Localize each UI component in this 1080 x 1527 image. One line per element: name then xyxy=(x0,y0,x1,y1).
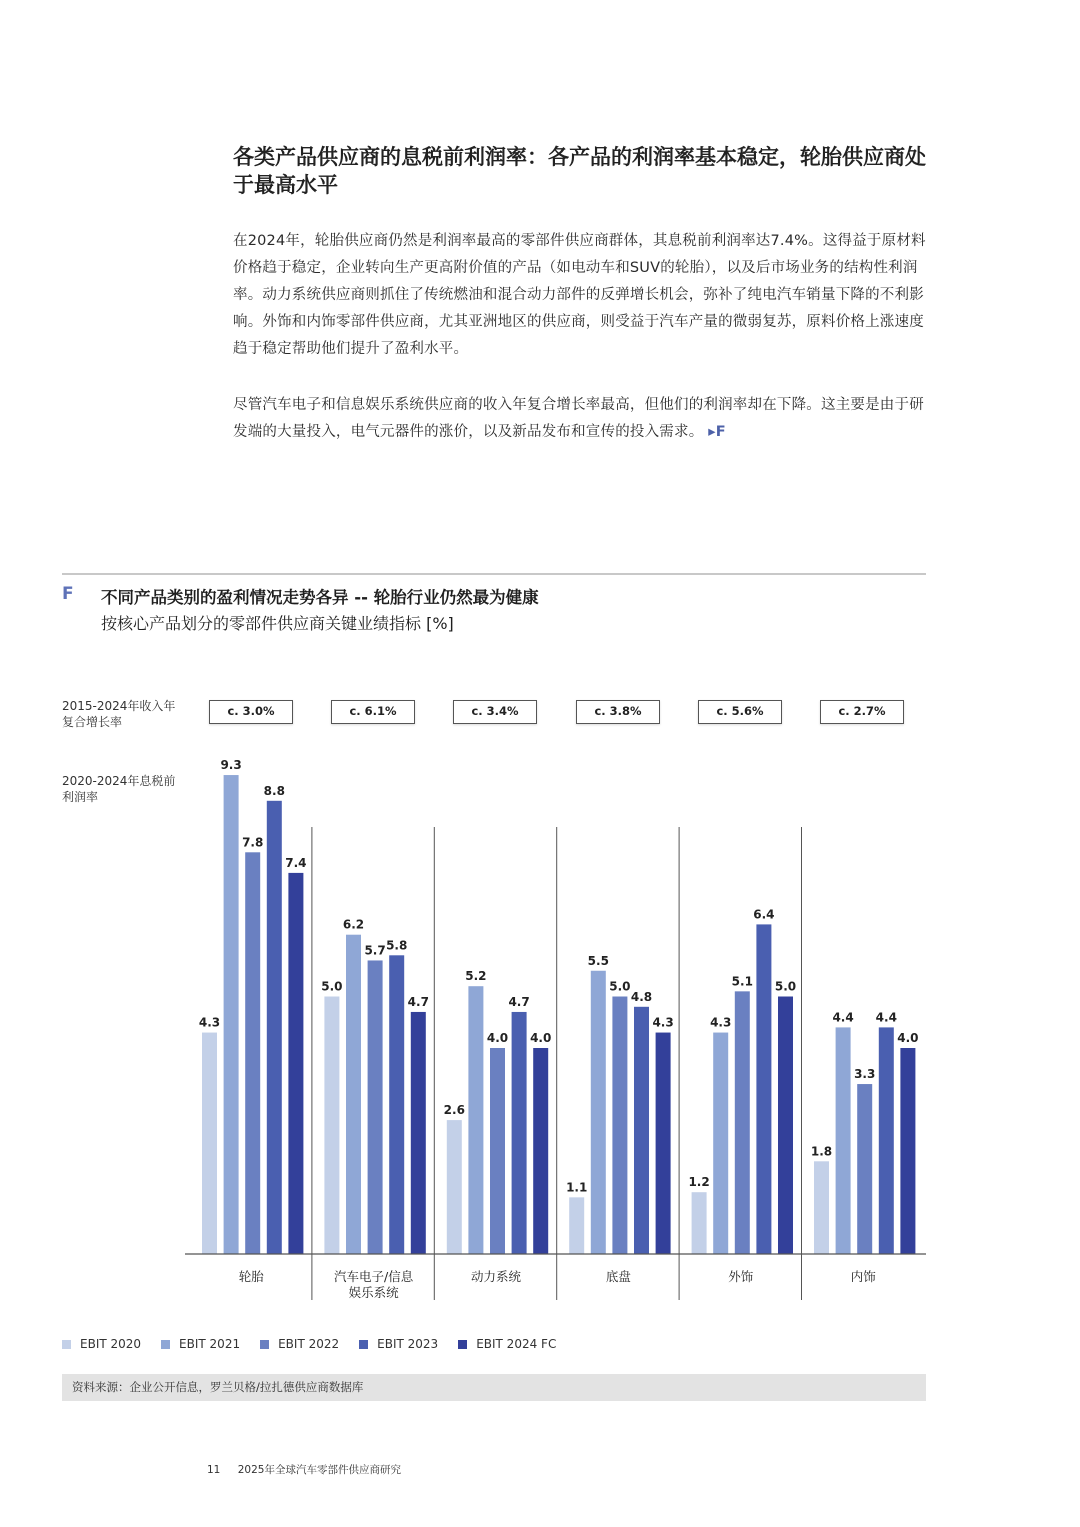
legend-swatch xyxy=(260,1340,269,1349)
cagr-box-electronics: c. 6.1% xyxy=(331,700,415,724)
bar-value-label: 6.4 xyxy=(753,907,775,922)
legend-label: EBIT 2024 FC xyxy=(476,1337,557,1351)
category-label: 外饰 xyxy=(728,1269,754,1284)
bar xyxy=(389,955,404,1254)
bar xyxy=(735,991,750,1254)
chart-legend xyxy=(62,1337,576,1351)
bar-value-label: 4.4 xyxy=(875,1010,897,1025)
bar xyxy=(569,1197,584,1254)
bar xyxy=(490,1048,505,1254)
cagr-box-interior: c. 2.7% xyxy=(820,700,904,724)
legend-label: EBIT 2023 xyxy=(377,1337,439,1351)
bar-value-label: 4.0 xyxy=(530,1031,552,1045)
bar-value-label: 5.0 xyxy=(321,979,343,994)
cagr-box-exterior: c. 5.6% xyxy=(698,700,782,724)
cagr-box-tires: c. 3.0% xyxy=(209,700,293,724)
bar-value-label: 6.2 xyxy=(342,917,365,932)
legend-swatch xyxy=(62,1340,71,1349)
section-heading: 各类产品供应商的息税前利润率：各产品的利润率基本稳定，轮胎供应商处于最高水平 xyxy=(233,145,926,197)
cagr-box-powertrain: c. 3.4% xyxy=(453,700,537,724)
bar xyxy=(591,971,606,1254)
bar xyxy=(346,935,361,1254)
figure-subtitle: 按核心产品划分的零部件供应商关键业绩指标 [%] xyxy=(101,614,454,633)
legend-item xyxy=(161,1337,240,1351)
bar-value-label: 4.3 xyxy=(710,1015,732,1030)
bar-value-label: 4.7 xyxy=(407,994,429,1009)
figure-title: 不同产品类别的盈利情况走势各异 -- 轮胎行业仍然最为健康 xyxy=(101,588,539,607)
bar-value-label: 4.0 xyxy=(897,1031,919,1045)
bar xyxy=(634,1007,649,1254)
bar xyxy=(900,1048,915,1254)
legend-item xyxy=(62,1337,141,1351)
bar-value-label: 5.7 xyxy=(364,943,386,958)
bar-value-label: 4.0 xyxy=(486,1031,509,1045)
category-label: 汽车电子/信息 xyxy=(333,1269,414,1284)
bar xyxy=(612,997,627,1255)
bar xyxy=(288,873,303,1254)
bar-value-label: 9.3 xyxy=(220,758,242,773)
ebit-row-label: 2020-2024年息税前利润率 xyxy=(62,774,176,804)
bar-value-label: 1.8 xyxy=(810,1144,833,1159)
legend-label: EBIT 2021 xyxy=(179,1337,241,1351)
bar-value-label: 5.0 xyxy=(774,979,797,994)
page-number: 11 xyxy=(207,1464,221,1476)
source-note: 资料来源：企业公开信息，罗兰贝格/拉扎德供应商数据库 xyxy=(62,1374,926,1401)
body-paragraph-1: 在2024年，轮胎供应商仍然是利润率最高的零部件供应商群体，其息税前利润率达7.4%。这得益于原材料价格趋于稳定，企业转向生产更高附价值的产品（如电动车和SUV的轮胎），以及后市场业务的结构性利润率。动力系统供应商则抓住了传统燃油和混合动力部件的反弹增长机会，弥补了纯电汽车销量下降的不利影响。外饰和内饰零部件供应商，尤其亚洲地区的供应商，则受益于汽车产量的微弱复苏，原料价格上涨速度趋于稳定帮助他们提升了盈利水平。 xyxy=(233,233,926,357)
bar xyxy=(267,801,282,1254)
bar-value-label: 4.3 xyxy=(198,1015,221,1030)
bar xyxy=(857,1084,872,1254)
bar-value-label: 1.2 xyxy=(688,1175,710,1190)
bar-value-label: 2.6 xyxy=(443,1103,465,1118)
legend-swatch xyxy=(161,1340,170,1349)
bar-value-label: 5.1 xyxy=(731,974,753,989)
bar-value-label: 7.8 xyxy=(242,835,264,850)
bar xyxy=(778,997,793,1255)
legend-swatch xyxy=(458,1340,467,1349)
bar-value-label: 4.7 xyxy=(508,994,530,1009)
legend-item xyxy=(260,1337,339,1351)
category-label: 内饰 xyxy=(850,1269,876,1284)
body-paragraph-2-text: 尽管汽车电子和信息娱乐系统供应商的收入年复合增长率最高，但他们的利润率却在下降。这主要是由于研发端的大量投入，电气元器件的涨价，以及新品发布和宣传的投入需求。 xyxy=(233,397,924,440)
page-footer xyxy=(207,1462,401,1477)
bar xyxy=(756,924,771,1254)
category-label: 底盘 xyxy=(605,1269,631,1284)
bar-value-label: 4.3 xyxy=(652,1015,674,1030)
bar-value-label: 1.1 xyxy=(566,1180,588,1195)
bar xyxy=(245,852,260,1254)
category-label-line2: 娱乐系统 xyxy=(348,1285,399,1300)
bar-value-label: 5.8 xyxy=(386,938,408,953)
figure-letter: F xyxy=(62,584,74,604)
bar xyxy=(879,1027,894,1254)
legend-label: EBIT 2020 xyxy=(80,1337,142,1351)
bar xyxy=(656,1033,671,1254)
bar-value-label: 5.2 xyxy=(465,969,487,984)
legend-swatch xyxy=(359,1340,368,1349)
category-label: 轮胎 xyxy=(238,1269,264,1284)
bar xyxy=(368,960,383,1254)
legend-item xyxy=(359,1337,438,1351)
bar xyxy=(447,1120,462,1254)
bar xyxy=(224,775,239,1254)
legend-item xyxy=(458,1337,556,1351)
category-label: 动力系统 xyxy=(470,1269,522,1284)
bar-value-label: 8.8 xyxy=(263,783,285,798)
bar-value-label: 7.4 xyxy=(285,855,307,870)
footer-title: 2025年全球汽车零部件供应商研究 xyxy=(237,1464,401,1476)
bar-value-label: 4.8 xyxy=(630,989,653,1004)
bar xyxy=(324,997,339,1255)
bar xyxy=(836,1027,851,1254)
bar xyxy=(692,1192,707,1254)
bar xyxy=(202,1033,217,1254)
bar-value-label: 3.3 xyxy=(854,1067,876,1082)
bar xyxy=(512,1012,527,1254)
bar xyxy=(411,1012,426,1254)
bar xyxy=(814,1161,829,1254)
bar xyxy=(713,1033,728,1254)
cagr-box-chassis: c. 3.8% xyxy=(576,700,660,724)
cagr-row-label: 2015-2024年收入年复合增长率 xyxy=(62,699,176,729)
bar-value-label: 5.5 xyxy=(587,953,609,968)
figure-reference-link[interactable]: ▸F xyxy=(708,424,726,440)
bar-value-label: 5.0 xyxy=(609,979,631,994)
bar xyxy=(468,986,483,1254)
bar xyxy=(533,1048,548,1254)
legend-label: EBIT 2022 xyxy=(278,1337,340,1351)
bar-value-label: 4.4 xyxy=(832,1010,854,1025)
